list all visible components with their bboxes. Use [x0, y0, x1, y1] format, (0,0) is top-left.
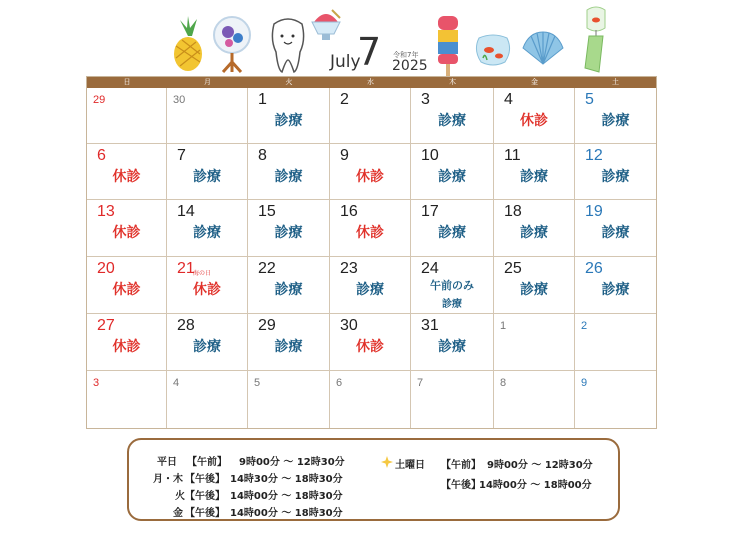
calendar-day-cell [575, 200, 656, 257]
sat-pm-label: 【午後】 [441, 480, 481, 491]
day-number: 5 [585, 91, 594, 108]
calendar-day-cell [248, 314, 330, 371]
day-number: 7 [177, 147, 186, 164]
calendar-day-cell [167, 257, 248, 314]
day-number: 29 [93, 94, 106, 106]
mon-thu-pm-label: 【午後】 [185, 474, 225, 485]
calendar-day-cell [411, 200, 494, 257]
calendar [86, 76, 657, 429]
day-number: 30 [173, 94, 186, 106]
open-status: 診療 [520, 225, 548, 241]
popsicle-illustration [434, 14, 462, 76]
open-status: 診療 [438, 339, 466, 355]
day-number: 14 [177, 203, 195, 220]
shaved-ice-illustration [306, 6, 346, 46]
calendar-day-cell [330, 144, 411, 200]
calendar-day-cell [411, 371, 494, 428]
fri-label: 金 [173, 508, 183, 519]
sat-pm-hours: 14時00分 〜 18時00分 [479, 480, 592, 491]
tooth-character-illustration [268, 16, 308, 76]
open-status: 診療 [274, 225, 303, 241]
closed-status: 休診 [112, 339, 141, 355]
calendar-day-cell [411, 257, 494, 314]
calendar-day-cell [248, 371, 330, 428]
day-number: 21 [177, 260, 195, 277]
day-number: 16 [340, 203, 358, 220]
am-label: 【午前】 [187, 457, 227, 468]
calendar-day-cell [167, 371, 248, 428]
day-number: 23 [340, 260, 358, 277]
day-number: 17 [421, 203, 439, 220]
closed-status: 休診 [520, 113, 548, 129]
closed-status: 休診 [112, 225, 141, 241]
calendar-day-cell [167, 200, 248, 257]
weekday-wed: 水 [367, 78, 374, 86]
day-number: 8 [500, 377, 507, 389]
day-number: 8 [258, 147, 267, 164]
day-number: 13 [97, 203, 115, 220]
calendar-day-cell [330, 371, 411, 428]
day-number: 29 [258, 317, 276, 334]
day-number: 28 [177, 317, 195, 334]
day-number: 3 [93, 377, 100, 389]
calendar-day-cell [411, 314, 494, 371]
day-number: 1 [500, 320, 507, 332]
calendar-day-cell [330, 200, 411, 257]
day-number: 18 [504, 203, 522, 220]
calendar-day-cell [330, 257, 411, 314]
day-number: 5 [254, 377, 261, 389]
calendar-day-cell [87, 200, 167, 257]
day-number: 2 [581, 320, 588, 332]
open-status: 診療 [438, 113, 466, 129]
pineapple-illustration [168, 14, 208, 72]
day-number: 31 [421, 317, 439, 334]
calendar-day-cell [494, 88, 575, 144]
day-number: 3 [421, 91, 430, 108]
era-year: 令和7年 [393, 51, 419, 59]
day-number: 7 [417, 377, 424, 389]
open-status: 診療 [601, 282, 630, 298]
closed-status: 休診 [112, 282, 141, 298]
day-number: 6 [97, 147, 106, 164]
weekday-tue: 火 [285, 78, 293, 86]
calendar-day-cell [248, 257, 330, 314]
clinic-hours-box [127, 438, 620, 521]
fri-pm-hours: 14時00分 〜 18時30分 [230, 508, 343, 519]
closed-status: 休診 [112, 169, 141, 185]
calendar-day-cell [575, 144, 656, 200]
open-status: 診療 [193, 225, 221, 241]
calendar-day-cell [575, 314, 656, 371]
calendar-day-cell [87, 144, 167, 200]
mon-thu-label: 月・木 [153, 474, 183, 485]
open-status: 診療 [438, 225, 466, 241]
calendar-day-cell [494, 144, 575, 200]
closed-status: 休診 [193, 282, 221, 298]
day-number: 27 [97, 317, 115, 334]
holiday-name: 海の日 [193, 270, 212, 277]
open-status: 診療 [274, 113, 303, 129]
day-number: 2 [340, 91, 349, 108]
weekday-label: 平日 [157, 457, 177, 468]
morning-only-note: 午前のみ [430, 279, 474, 292]
open-status: 診療 [601, 225, 630, 241]
day-number: 20 [97, 260, 115, 277]
day-number: 15 [258, 203, 276, 220]
weekday-sun: 日 [123, 78, 131, 86]
day-number: 11 [504, 147, 521, 164]
calendar-day-cell [575, 371, 656, 428]
calendar-day-cell [87, 88, 167, 144]
month-name: July [330, 52, 361, 72]
day-number: 30 [340, 317, 358, 334]
calendar-grid [87, 88, 656, 428]
calendar-day-cell [167, 144, 248, 200]
open-status: 診療 [356, 282, 384, 298]
calendar-day-cell [575, 88, 656, 144]
seashell-illustration [521, 30, 565, 66]
weekday-am-hours: 9時00分 〜 12時30分 [239, 457, 345, 468]
calendar-day-cell [494, 371, 575, 428]
weekday-mon: 月 [204, 78, 211, 86]
weekday-thu: 木 [449, 78, 456, 86]
closed-status: 休診 [356, 339, 384, 355]
day-number: 9 [581, 377, 588, 389]
wind-chime-illustration [583, 6, 609, 74]
tue-pm-label: 【午後】 [185, 491, 225, 502]
sat-am-label: 【午前】 [441, 460, 481, 471]
tue-label: 火 [175, 491, 185, 502]
uchiwa-fan-illustration [211, 14, 253, 74]
day-number: 25 [504, 260, 522, 277]
mon-thu-pm-hours: 14時30分 〜 18時30分 [230, 474, 343, 485]
day-number: 4 [504, 91, 513, 108]
open-status: 診療 [274, 339, 303, 355]
day-number: 12 [585, 147, 603, 164]
sparkle-icon [381, 456, 393, 468]
calendar-day-cell [494, 314, 575, 371]
calendar-day-cell [87, 314, 167, 371]
calendar-day-cell [494, 200, 575, 257]
closed-status: 休診 [356, 169, 384, 185]
calendar-day-cell [87, 257, 167, 314]
day-number: 10 [421, 147, 439, 164]
sat-am-hours: 9時00分 〜 12時30分 [487, 460, 593, 471]
calendar-day-cell [248, 88, 330, 144]
day-number: 4 [173, 377, 180, 389]
calendar-day-cell [494, 257, 575, 314]
calendar-day-cell [330, 314, 411, 371]
calendar-day-cell [248, 144, 330, 200]
day-number: 1 [258, 91, 267, 108]
weekday-header [87, 77, 656, 88]
fri-pm-label: 【午後】 [185, 508, 225, 519]
calendar-day-cell [411, 144, 494, 200]
weekday-fri: 金 [531, 78, 538, 86]
tue-pm-hours: 14時00分 〜 18時30分 [230, 491, 343, 502]
weekday-sat: 土 [612, 78, 619, 86]
month-number: 7 [357, 30, 382, 74]
open-status: 診療 [520, 282, 548, 298]
open-status: 診療 [274, 169, 303, 185]
day-number: 22 [258, 260, 276, 277]
day-number: 24 [421, 260, 439, 277]
day-number: 6 [336, 377, 343, 389]
open-status: 診療 [601, 113, 630, 129]
open-status: 診療 [193, 339, 221, 355]
day-number: 26 [585, 260, 603, 277]
calendar-day-cell [411, 88, 494, 144]
closed-status: 休診 [356, 225, 384, 241]
open-status: 診療 [442, 299, 462, 310]
day-number: 9 [340, 147, 349, 164]
open-status: 診療 [193, 169, 221, 185]
year: 2025 [392, 58, 428, 74]
day-number: 19 [585, 203, 603, 220]
open-status: 診療 [438, 169, 466, 185]
calendar-day-cell [87, 371, 167, 428]
calendar-day-cell [167, 314, 248, 371]
calendar-day-cell [167, 88, 248, 144]
goldfish-bowl-illustration [473, 28, 513, 68]
open-status: 診療 [601, 169, 630, 185]
open-status: 診療 [274, 282, 303, 298]
calendar-day-cell [575, 257, 656, 314]
open-status: 診療 [520, 169, 548, 185]
calendar-day-cell [330, 88, 411, 144]
calendar-day-cell [248, 200, 330, 257]
saturday-label: 土曜日 [395, 460, 425, 471]
